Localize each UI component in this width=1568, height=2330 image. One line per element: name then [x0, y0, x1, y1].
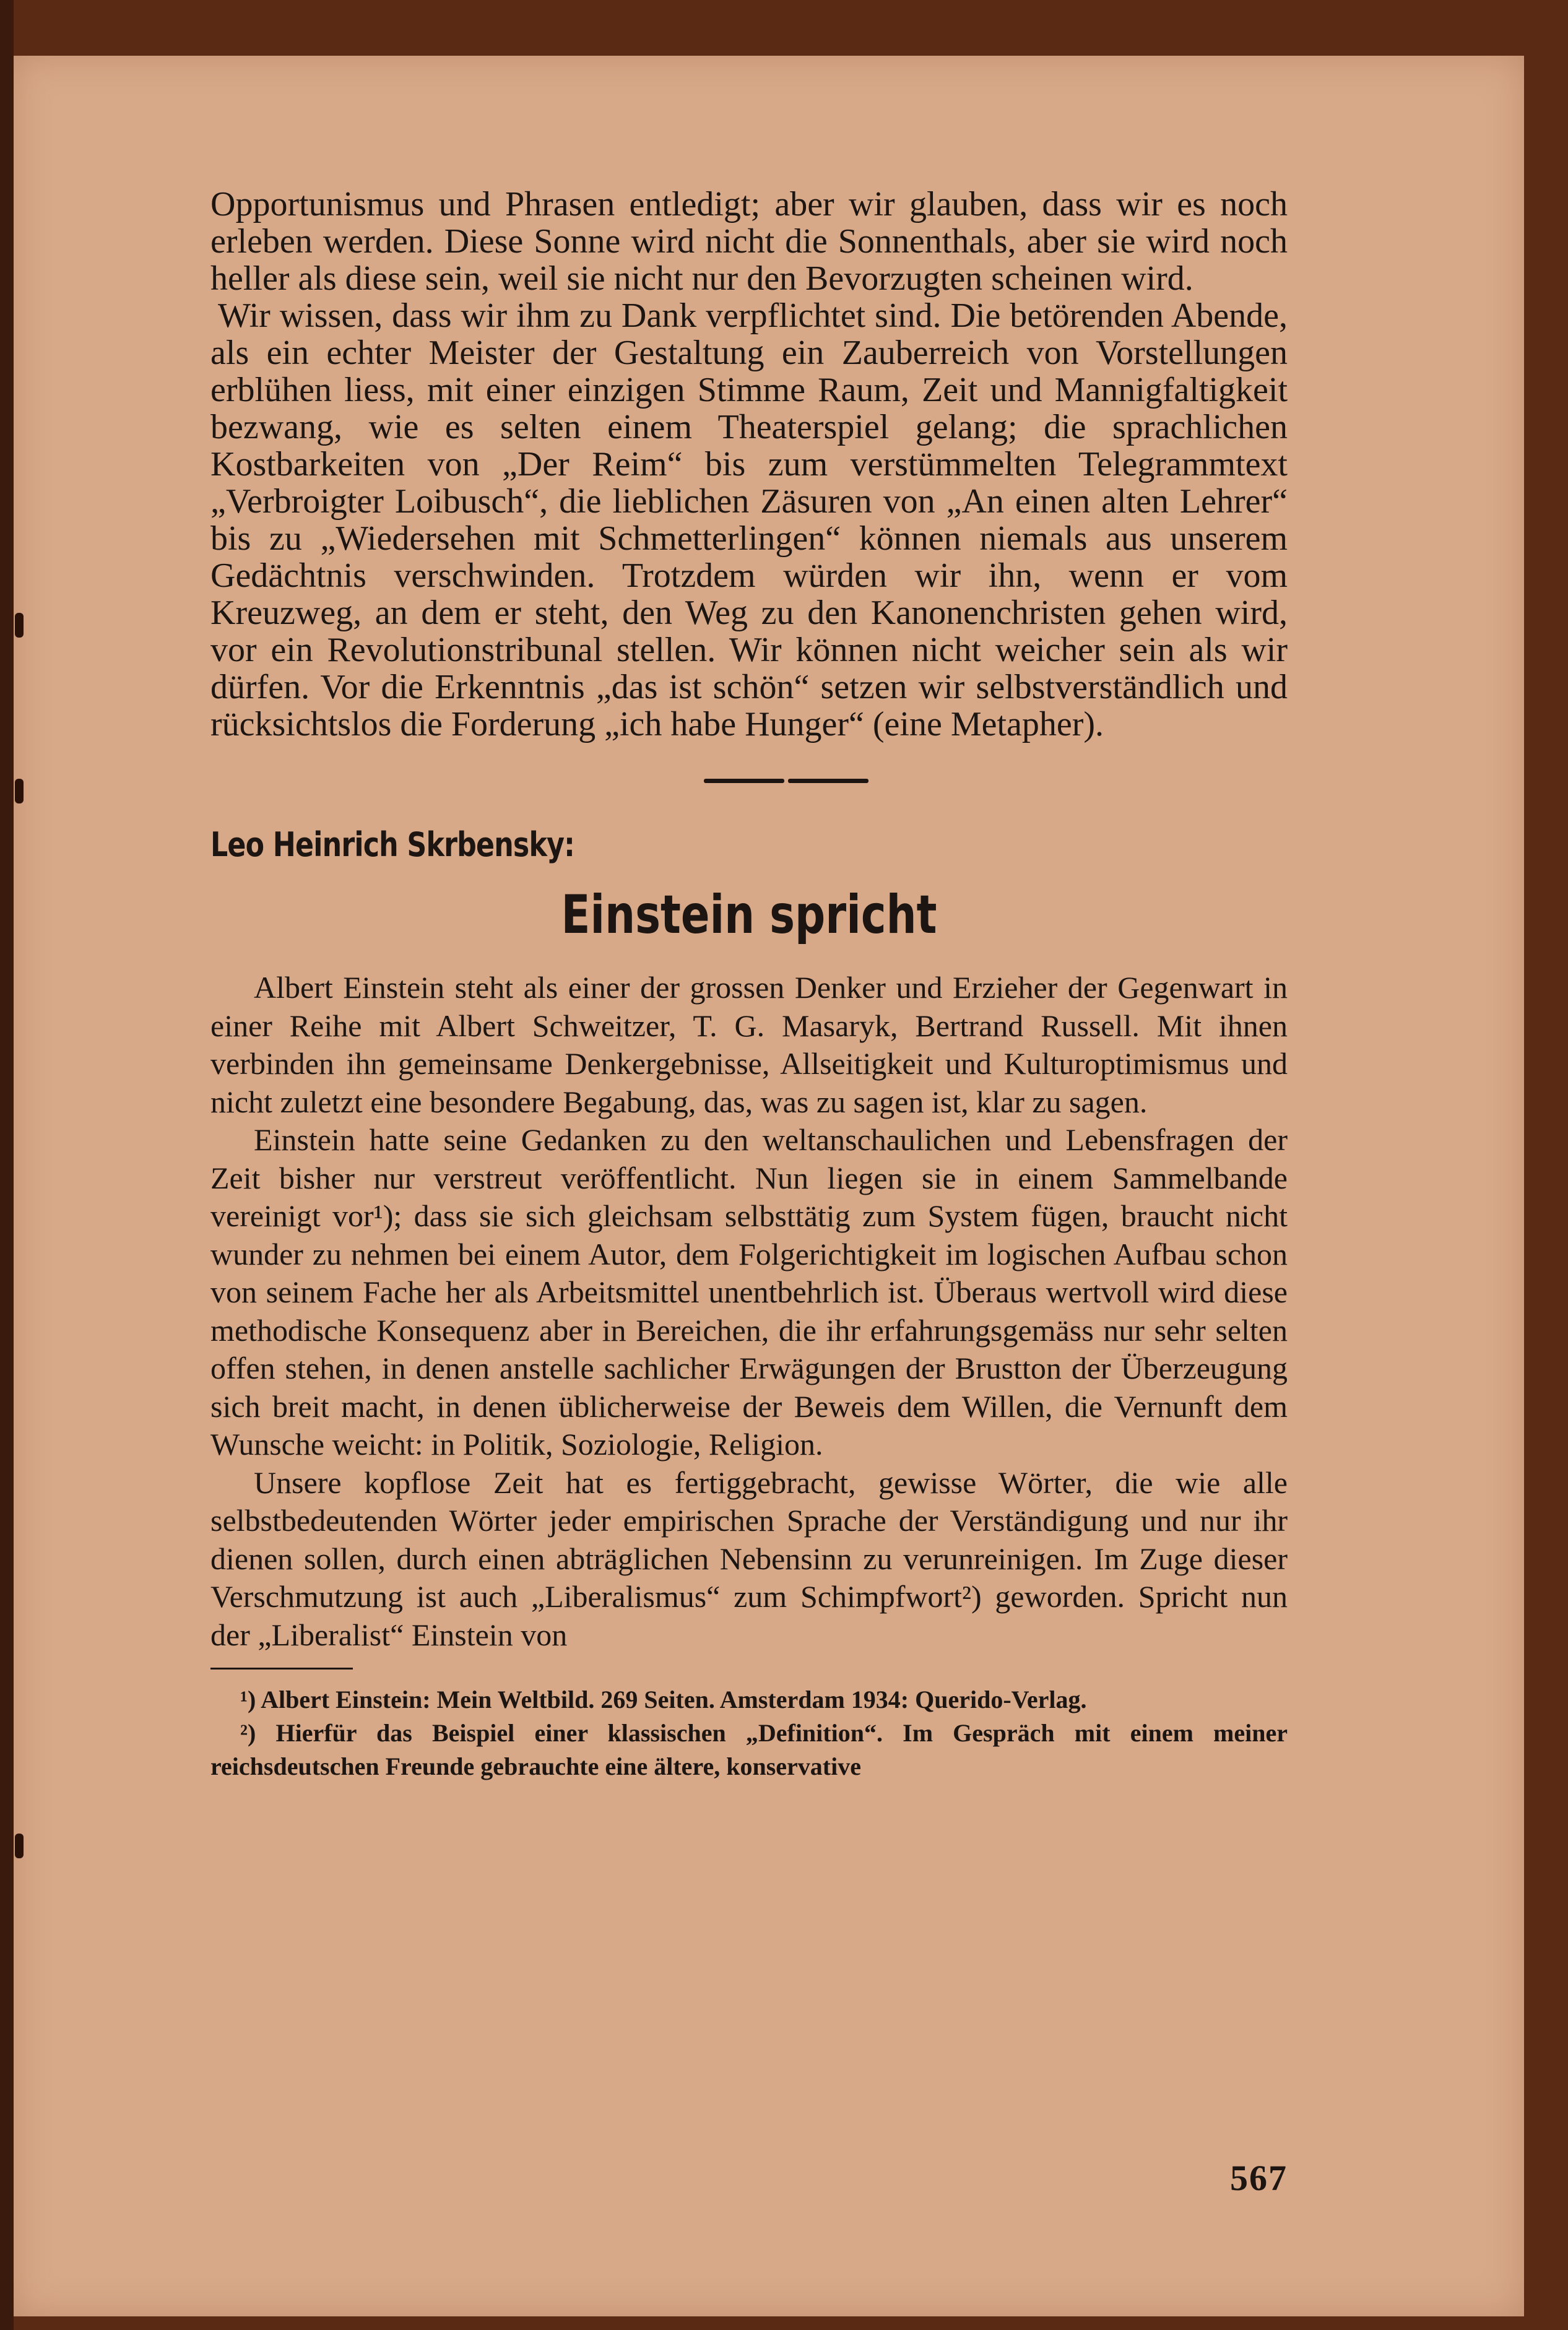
book-binding [0, 0, 14, 2330]
paragraph: Albert Einstein steht als einer der grossen Denker und Erzieher der Gegenwart in einer Reihe mit Albert Schweitzer, T. G. Masaryk, Bertrand Russell. Mit ihnen verbinden ihn gemeinsame Denkergebnisse, Allseitigkeit und Kulturoptimismus und nicht zuletzt eine besondere Begabung, das, was zu sagen ist, klar zu sagen. [210, 970, 1288, 1119]
page-edge-mark [15, 1834, 24, 1858]
footnote-rule [210, 1668, 353, 1670]
paragraph: Unsere kopflose Zeit hat es fertiggebracht, gewisse Wörter, die wie alle selbstbedeutenden Wörter jeder empirischen Sprache der Verständigung und nur ihr dienen sollen, durch einen abträglichen Nebensinn zu verunreinigen. Im Zuge dieser Verschmutzung ist auch „Liberalismus“ zum Schimpfwort²) geworden. Spricht nun der „Liberalist“ Einstein von [210, 1465, 1288, 1652]
footnote: ¹) Albert Einstein: Mein Weltbild. 269 Seiten. Amsterdam 1934: Querido-Verlag. [240, 1686, 1087, 1713]
book-page [14, 56, 1524, 2316]
page-edge-mark [15, 613, 24, 638]
article-title: Einstein spricht [561, 884, 937, 946]
footnote: ²) Hierfür das Beispiel einer klassischen „Definition“. Im Gespräch mit einem meiner reichsdeutschen Freunde gebrauchte eine ältere, konservative [210, 1719, 1288, 1780]
page-content [210, 185, 1288, 2198]
page-edge-mark [15, 779, 24, 803]
article-body [210, 969, 1288, 1654]
paragraph: Opportunismus und Phrasen entledigt; aber wir glauben, dass wir es noch erleben werden. Diese Sonne wird nicht die Sonnenthals, aber sie wird noch heller als diese sein, weil sie nicht nur den Bevorzugten scheinen wird. [210, 185, 1288, 298]
paragraph: Einstein hatte seine Gedanken zu den weltanschaulichen und Lebensfragen der Zeit bisher nur verstreut veröffentlicht. Nun liegen sie in einem Sammelbande vereinigt vor¹); dass sie sich gleichsam selbsttätig zum System fügen, braucht nicht wunder zu nehmen bei einem Autor, dem Folgerichtigkeit im logischen Aufbau schon von seinem Fache her als Arbeitsmittel unentbehrlich ist. Überaus wertvoll wird diese methodische Konsequenz aber in Bereichen, die ihr erfahrungsgemäss nur sehr selten offen stehen, in denen anstelle sachlicher Erwägungen der Brustton der Überzeugung sich breit macht, in denen üblicherweise der Beweis dem Willen, die Vernunft dem Wunsche weicht: in Politik, Soziologie, Religion. [210, 1122, 1288, 1462]
previous-article-text [210, 186, 1288, 743]
article-author: Leo Heinrich Skrbensky: [210, 825, 575, 864]
footnotes [210, 1683, 1288, 1783]
divider-line [788, 779, 868, 783]
paragraph: Wir wissen, dass wir ihm zu Dank verpflichtet sind. Die betörenden Abende, als ein echter Meister der Gestaltung ein Zauberreich von Vorstellungen erblühen liess, mit einer einzigen Stimme Raum, Zeit und Mannigfaltigkeit bezwang, wie es selten einem Theaterspiel gelang; die sprachlichen Kostbarkeiten von „Der Reim“ bis zum verstümmelten Telegrammtext „Verbroigter Loibusch“, die lieblichen Zäsuren von „An einen alten Lehrer“ bis zu „Wiedersehen mit Schmetterlingen“ können niemals aus unserem Gedächtnis verschwinden. Trotzdem würden wir ihn, wenn er vom Kreuzweg, an dem er steht, den Weg zu den Kanonenchristen gehen wird, vor ein Revolutionstribunal stellen. Wir können nicht weicher sein als wir dürfen. Vor die Erkenntnis „das ist schön“ setzen wir selbstverständlich und rücksichtslos die Forderung „ich habe Hunger“ (eine Metapher). [210, 297, 1288, 743]
divider-line [704, 779, 784, 783]
page-number: 567 [1230, 2158, 1288, 2198]
section-divider [210, 779, 1288, 783]
